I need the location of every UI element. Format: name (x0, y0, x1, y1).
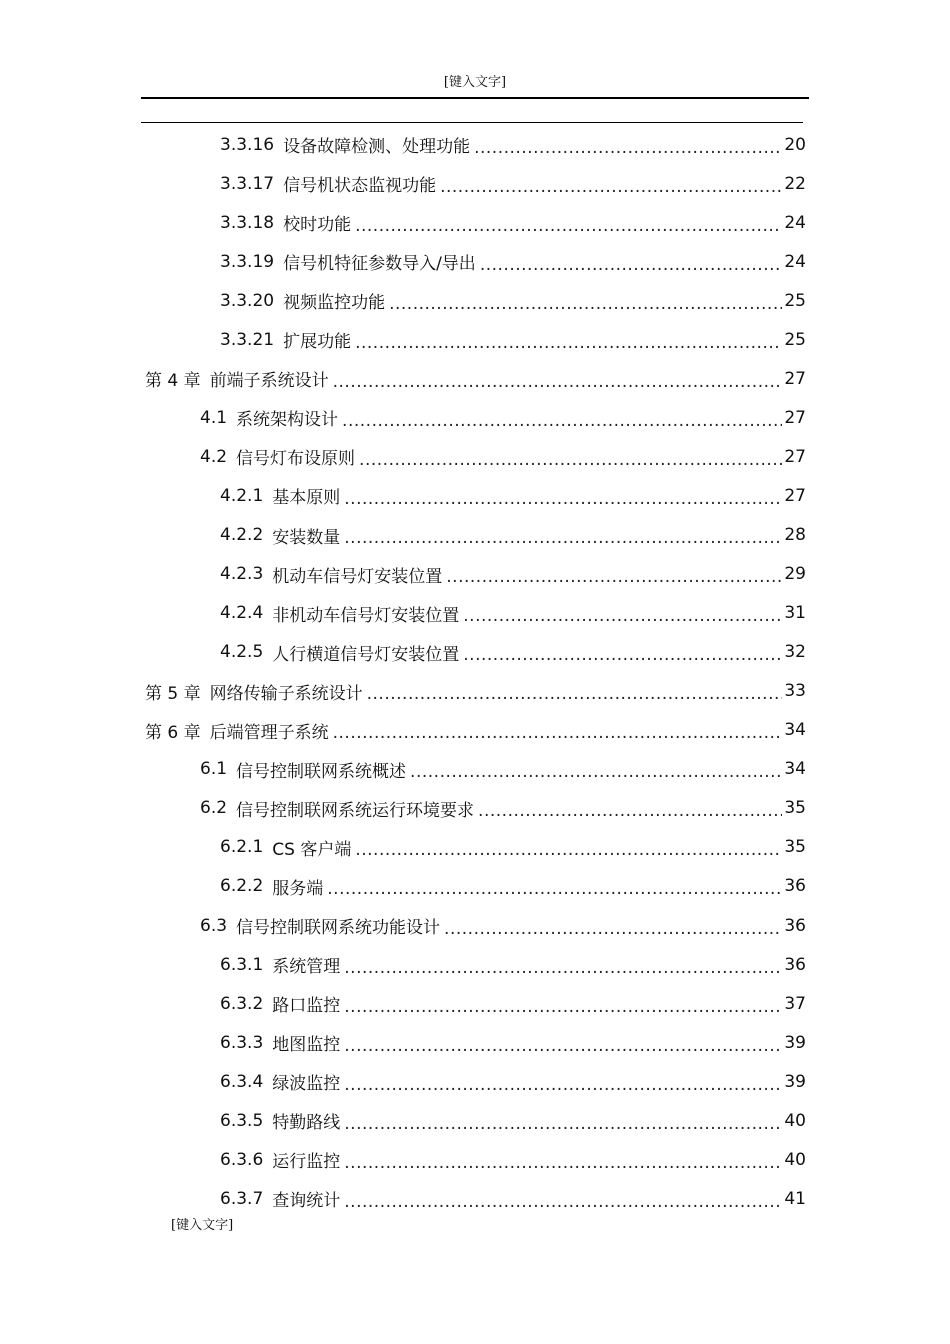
toc-entry-title: 运行监控 (272, 1152, 341, 1173)
toc-entry-title: 信号机特征参数导入/导出 (283, 254, 476, 275)
toc-entry[interactable] (220, 828, 806, 867)
toc-entry-number: 第 6 章 (145, 722, 201, 743)
toc-entry[interactable] (200, 437, 806, 476)
toc-entry-page-number: 25 (784, 329, 806, 350)
toc-entry[interactable] (220, 164, 806, 203)
toc-entry-page-number: 27 (784, 407, 806, 428)
toc-entry-page-number: 31 (784, 603, 806, 624)
toc-entry-number: 6.3.6 (220, 1149, 264, 1170)
toc-entry-page-number: 39 (784, 1071, 806, 1092)
toc-entry-number: 4.2.4 (220, 603, 264, 624)
toc-entry-page-number: 28 (784, 525, 806, 545)
toc-dot-leader (440, 177, 782, 197)
toc-entry-title: 非机动车信号灯安装位置 (272, 605, 460, 626)
toc-entry[interactable] (200, 789, 806, 828)
toc-entry[interactable] (220, 1179, 806, 1218)
toc-entry-title: 机动车信号灯安装位置 (272, 566, 443, 587)
toc-dot-leader (344, 1114, 782, 1134)
toc-dot-leader (446, 567, 782, 587)
toc-entry-number: 3.3.19 (220, 251, 275, 272)
toc-dot-leader (444, 919, 782, 939)
toc-entry-number: 第 5 章 (145, 683, 201, 704)
toc-entry-page-number: 41 (784, 1188, 806, 1209)
toc-entry-page-number: 39 (784, 1032, 806, 1053)
toc-entry-title: 校时功能 (283, 215, 352, 236)
toc-dot-leader (327, 879, 782, 899)
toc-entry-page-number: 37 (784, 993, 806, 1014)
toc-entry-title: 扩展功能 (283, 332, 352, 353)
toc-entry-title: 系统架构设计 (236, 410, 339, 431)
toc-dot-leader (342, 411, 782, 431)
toc-entry[interactable] (220, 1140, 806, 1179)
toc-entry[interactable] (220, 594, 806, 633)
toc-entry-title: 基本原则 (272, 488, 341, 509)
toc-entry[interactable] (220, 1062, 806, 1101)
toc-entry-number: 6.3.5 (220, 1110, 264, 1131)
toc-entry-title: 信号灯布设原则 (236, 449, 356, 470)
toc-entry-title: 服务端 (272, 878, 324, 899)
toc-entry-number: 6.3.7 (220, 1188, 264, 1209)
toc-entry-title: 信号控制联网系统概述 (236, 761, 407, 782)
toc-entry-title: 设备故障检测、处理功能 (283, 137, 471, 157)
toc-entry-number: 6.3.3 (220, 1032, 264, 1053)
toc-dot-leader (355, 216, 782, 236)
toc-entry[interactable] (145, 711, 806, 750)
toc-entry-page-number: 36 (784, 954, 806, 975)
toc-entry[interactable] (220, 125, 806, 164)
toc-entry-number: 第 4 章 (145, 371, 201, 392)
toc-entry-number: 3.3.17 (220, 173, 275, 194)
toc-entry-page-number: 34 (784, 720, 806, 741)
toc-top-rule (141, 122, 803, 123)
toc-dot-leader (344, 1036, 782, 1056)
toc-entry-title: 地图监控 (272, 1035, 341, 1056)
toc-entry-title: 视频监控功能 (283, 293, 386, 314)
toc-dot-leader (463, 606, 782, 626)
toc-entry-number: 4.2.5 (220, 642, 264, 663)
toc-entry-page-number: 27 (784, 485, 806, 506)
toc-dot-leader (478, 801, 782, 821)
toc-entry[interactable] (220, 516, 806, 555)
toc-entry[interactable] (220, 320, 806, 359)
toc-entry-page-number: 36 (784, 915, 806, 936)
toc-entry-page-number: 36 (784, 876, 806, 897)
toc-dot-leader (410, 762, 782, 782)
toc-entry[interactable] (220, 242, 806, 281)
header-rule (141, 97, 809, 99)
page-footer: [键入文字] (171, 1218, 234, 1233)
toc-dot-leader (333, 723, 783, 743)
toc-dot-leader (355, 333, 782, 353)
toc-entry[interactable] (145, 359, 806, 398)
toc-entry-number: 3.3.20 (220, 290, 275, 311)
toc-entry[interactable] (145, 672, 806, 711)
toc-entry-title: 人行横道信号灯安装位置 (272, 644, 460, 665)
toc-dot-leader (474, 138, 782, 158)
toc-entry-title: 绿波监控 (272, 1074, 341, 1095)
toc-dot-leader (359, 450, 782, 470)
toc-entry-number: 6.3.4 (220, 1071, 264, 1092)
toc-entry[interactable] (220, 203, 806, 242)
toc-entry-page-number: 35 (784, 837, 806, 858)
toc-entry-page-number: 35 (784, 798, 806, 819)
toc-entry-title: 网络传输子系统设计 (209, 683, 363, 704)
toc-entry-number: 6.3.2 (220, 993, 264, 1014)
toc-entry-number: 4.2.3 (220, 564, 264, 585)
toc-entry-number: 4.2 (200, 446, 228, 467)
toc-entry[interactable] (220, 281, 806, 320)
toc-entry-title: CS 客户端 (272, 839, 352, 860)
toc-entry-number: 4.2.1 (220, 485, 264, 506)
toc-dot-leader (367, 684, 783, 704)
toc-dot-leader (463, 645, 782, 665)
toc-entry-page-number: 27 (784, 446, 806, 467)
toc-dot-leader (355, 840, 782, 860)
toc-dot-leader (344, 958, 782, 978)
toc-entry-title: 信号机状态监视功能 (283, 176, 437, 197)
toc-entry-page-number: 24 (784, 251, 806, 272)
toc-entry[interactable] (220, 1023, 806, 1062)
toc-entry[interactable] (200, 750, 806, 789)
toc-entry[interactable] (220, 945, 806, 984)
toc-entry-title: 信号控制联网系统功能设计 (236, 918, 441, 938)
toc-entry-number: 6.3.1 (220, 954, 264, 975)
toc-entry[interactable] (200, 398, 806, 437)
toc-entry[interactable] (220, 633, 806, 672)
toc-entry-title: 路口监控 (272, 996, 341, 1017)
toc-entry-page-number: 27 (784, 368, 806, 389)
toc-dot-leader (344, 1153, 782, 1173)
toc-entry[interactable] (200, 906, 806, 945)
toc-entry-number: 4.2.2 (220, 525, 264, 545)
toc-entry-page-number: 34 (784, 759, 806, 780)
toc-entry-page-number: 33 (784, 681, 806, 702)
toc-entry[interactable] (220, 984, 806, 1023)
toc-dot-leader (344, 489, 782, 509)
toc-entry-number: 6.2.2 (220, 876, 264, 897)
toc-entry-title: 前端子系统设计 (209, 371, 329, 392)
toc-entry-number: 3.3.16 (220, 134, 275, 155)
toc-entry-title: 后端管理子系统 (209, 722, 329, 743)
toc-dot-leader (480, 255, 783, 275)
toc-entry-page-number: 29 (784, 564, 806, 585)
toc-entry-title: 安装数量 (272, 527, 341, 548)
toc-entry-number: 6.2.1 (220, 837, 264, 858)
toc-entry-title: 系统管理 (272, 957, 341, 978)
toc-entry[interactable] (220, 867, 806, 906)
toc-dot-leader (344, 528, 782, 548)
toc-entry-number: 3.3.18 (220, 212, 275, 233)
toc-entry-title: 信号控制联网系统运行环境要求 (236, 800, 475, 821)
toc-dot-leader (389, 294, 782, 314)
toc-entry[interactable] (220, 1101, 806, 1140)
toc-entry-page-number: 40 (784, 1110, 806, 1131)
toc-entry-title: 查询统计 (272, 1191, 341, 1212)
toc-entry-page-number: 20 (784, 134, 806, 155)
toc-dot-leader (333, 372, 783, 392)
toc-entry-number: 4.1 (200, 407, 228, 428)
toc-entry-number: 6.1 (200, 759, 228, 780)
toc-entry-number: 6.3 (200, 915, 228, 936)
toc-entry-number: 6.2 (200, 798, 228, 819)
toc-entry-page-number: 22 (784, 173, 806, 194)
toc-entry-number: 3.3.21 (220, 329, 275, 350)
toc-entry-title: 特勤路线 (272, 1113, 341, 1134)
toc-dot-leader (344, 1192, 782, 1212)
toc-dot-leader (344, 1075, 782, 1095)
page-header: [键入文字] (443, 75, 507, 90)
toc-entry-page-number: 25 (784, 290, 806, 311)
toc-entry-page-number: 24 (784, 212, 806, 233)
toc-entry[interactable] (220, 476, 806, 515)
toc-entry[interactable] (220, 555, 806, 594)
toc-entry-page-number: 32 (784, 642, 806, 663)
toc-dot-leader (344, 997, 782, 1017)
toc-entry-page-number: 40 (784, 1149, 806, 1170)
